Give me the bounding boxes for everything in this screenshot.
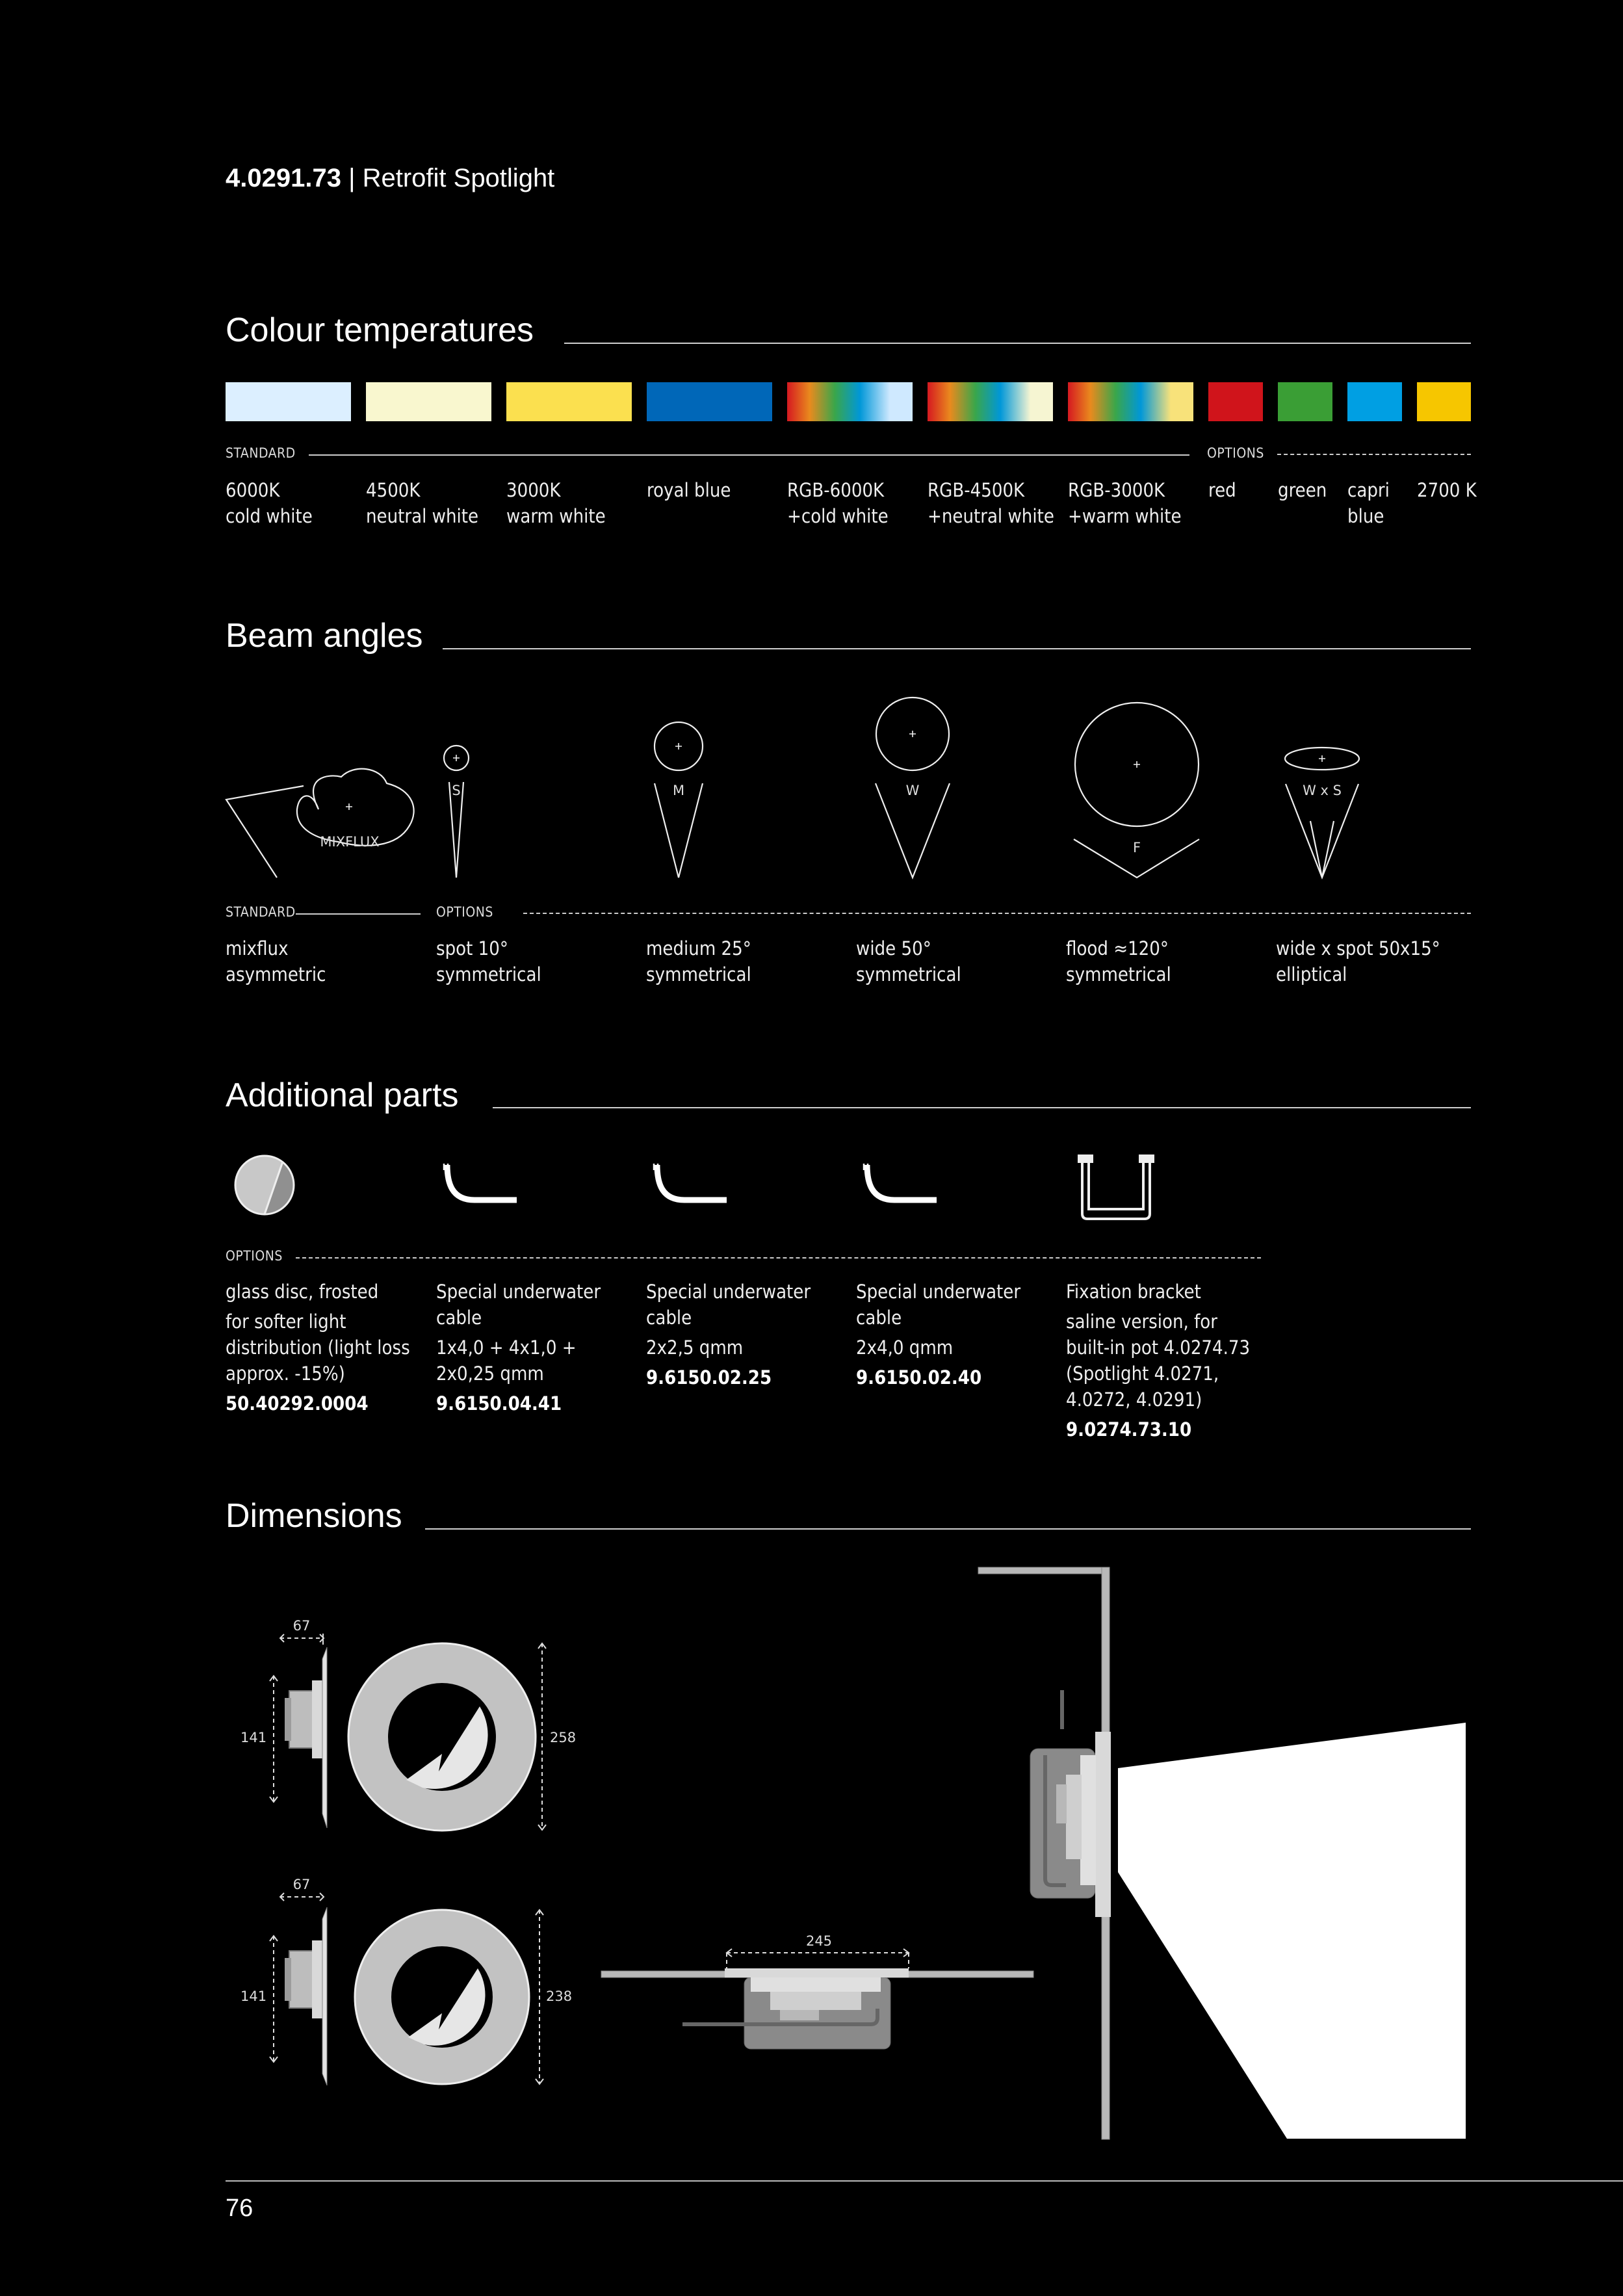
- page-number: 76: [226, 2195, 253, 2222]
- beam-label: [226, 935, 326, 987]
- colour-swatch: [1417, 382, 1471, 421]
- beam-standard-label: STANDARD: [226, 904, 296, 920]
- colour-label: [366, 477, 478, 529]
- colour-label-line2: cold white: [226, 505, 313, 527]
- beam-label-line1: spot 10°: [436, 937, 508, 959]
- part-code: 9.6150.02.25: [646, 1366, 772, 1389]
- pot-installation-drawing: [601, 1968, 1033, 2049]
- colour-swatch: [1278, 382, 1332, 421]
- part-description: for softer light distribution (light loss approx. -15%): [226, 1311, 410, 1385]
- mixflux-icon-label: MIXFLUX: [320, 834, 380, 850]
- beam-options-label: OPTIONS: [436, 904, 493, 920]
- part-description: 2x2,5 qmm: [646, 1337, 744, 1359]
- dimensions-heading-rule: [425, 1528, 1471, 1530]
- beam-label-line1: medium 25°: [646, 937, 751, 959]
- diameter-value-top: 258: [550, 1730, 577, 1745]
- colour-heading-rule: [564, 343, 1471, 344]
- colour-label-line1: RGB-6000K: [787, 479, 885, 501]
- colour-heading: Colour temperatures: [226, 311, 534, 349]
- colour-standard-label: STANDARD: [226, 445, 296, 461]
- colour-label-line1: red: [1208, 479, 1236, 501]
- parts-icons: [221, 1144, 1196, 1229]
- side-view-bottom: [285, 1907, 327, 2085]
- title-separator: |: [348, 164, 356, 192]
- part-code: 9.6150.04.41: [436, 1392, 562, 1415]
- flood-icon-label: F: [1132, 840, 1141, 855]
- parts-heading-rule: [493, 1107, 1471, 1108]
- depth-value-top: 67: [292, 1618, 311, 1634]
- colour-label-line1: capri: [1347, 479, 1390, 501]
- spot-beam-icon: [444, 746, 469, 878]
- colour-swatch: [506, 382, 632, 421]
- beam-label-line2: symmetrical: [856, 963, 961, 985]
- wxs-icon-label: W x S: [1303, 783, 1342, 798]
- colour-label-line2: neutral white: [366, 505, 479, 527]
- cable-icon-1: [447, 1165, 517, 1200]
- part-title: Special underwater cable: [856, 1281, 1021, 1329]
- colour-standard-line: [309, 454, 1189, 456]
- beam-label: [1276, 935, 1440, 987]
- height-value-top: 141: [240, 1730, 267, 1745]
- part-item: [646, 1279, 831, 1390]
- colour-label-line1: 4500K: [366, 479, 421, 501]
- wide-icon-label: W: [905, 783, 920, 798]
- part-description: saline version, for built-in pot 4.0274.73 (Spotlight 4.0271, 4.0272, 4.0291): [1066, 1311, 1251, 1411]
- product-name: Retrofit Spotlight: [362, 164, 555, 192]
- beam-label-line1: wide x spot 50x15°: [1276, 937, 1440, 959]
- front-view-bottom: [355, 1910, 529, 2084]
- colour-swatch: [226, 382, 351, 421]
- colour-swatch: [1208, 382, 1263, 421]
- part-title: Special underwater cable: [646, 1281, 811, 1329]
- dimension-drawings: [221, 1560, 1475, 2152]
- part-item: [1066, 1279, 1251, 1442]
- parts-options-line: [296, 1257, 1261, 1259]
- product-code: 4.0291.73: [226, 164, 341, 192]
- parts-options-label: OPTIONS: [226, 1248, 283, 1264]
- colour-swatch: [366, 382, 491, 421]
- part-item: [856, 1279, 1041, 1390]
- beam-label-line1: mixflux: [226, 937, 289, 959]
- parts-heading: Additional parts: [226, 1076, 459, 1114]
- mixflux-icon: [226, 769, 414, 878]
- colour-swatch: [1068, 382, 1193, 421]
- colour-swatch: [928, 382, 1053, 421]
- beam-label: [856, 935, 961, 987]
- colour-label-line1: green: [1278, 479, 1327, 501]
- colour-label: [1068, 477, 1182, 529]
- part-item: [436, 1279, 621, 1416]
- beam-heading: Beam angles: [226, 617, 423, 655]
- spot-icon-label: S: [452, 783, 461, 798]
- colour-label: [1417, 477, 1477, 503]
- colour-label: [787, 477, 889, 529]
- beam-label-line2: symmetrical: [436, 963, 541, 985]
- colour-swatch: [1347, 382, 1402, 421]
- beam-label-line2: symmetrical: [646, 963, 751, 985]
- beam-options-line: [523, 913, 1471, 914]
- page-title: [226, 164, 554, 193]
- colour-label-line2: +cold white: [787, 505, 889, 527]
- colour-swatch: [647, 382, 772, 421]
- part-title: Fixation bracket: [1066, 1281, 1201, 1303]
- medium-icon-label: M: [672, 783, 685, 798]
- part-title: Special underwater cable: [436, 1281, 601, 1329]
- part-description: 1x4,0 + 4x1,0 + 2x0,25 qmm: [436, 1337, 577, 1385]
- wide-x-spot-beam-icon: [1285, 748, 1359, 878]
- part-code: 9.6150.02.40: [856, 1366, 982, 1389]
- beam-heading-rule: [443, 648, 1471, 649]
- colour-label-line1: royal blue: [647, 479, 731, 501]
- beam-label: [646, 935, 751, 987]
- pot-width-value: 245: [805, 1933, 833, 1949]
- beam-standard-line: [296, 913, 421, 915]
- colour-options-label: OPTIONS: [1207, 445, 1264, 461]
- beam-label: [436, 935, 541, 987]
- dimensions-heading: Dimensions: [226, 1497, 402, 1535]
- colour-label-line2: +warm white: [1068, 505, 1182, 527]
- colour-label-line2: blue: [1347, 505, 1384, 527]
- beam-label: [1066, 935, 1171, 987]
- colour-label: [1278, 477, 1327, 503]
- front-view-top: [348, 1643, 536, 1831]
- fixation-bracket-icon: [1079, 1156, 1153, 1219]
- colour-label-line1: RGB-4500K: [928, 479, 1025, 501]
- part-code: 50.40292.0004: [226, 1392, 369, 1415]
- glass-disc-icon: [235, 1156, 294, 1214]
- part-title: glass disc, frosted: [226, 1281, 379, 1303]
- beam-label-line2: elliptical: [1276, 963, 1347, 985]
- depth-value-bottom: 67: [292, 1877, 311, 1892]
- beam-label-line1: flood ≈120°: [1066, 937, 1169, 959]
- beam-label-line2: symmetrical: [1066, 963, 1171, 985]
- cable-icon-2: [657, 1165, 727, 1200]
- beam-label-line2: asymmetric: [226, 963, 326, 985]
- part-item: [226, 1279, 411, 1416]
- colour-label-line1: 6000K: [226, 479, 280, 501]
- colour-swatch: [787, 382, 913, 421]
- side-view-top: [285, 1647, 327, 1828]
- beam-icons: [221, 686, 1475, 881]
- part-code: 9.0274.73.10: [1066, 1418, 1192, 1441]
- part-description: 2x4,0 qmm: [856, 1337, 954, 1359]
- colour-label-line1: 3000K: [506, 479, 561, 501]
- colour-label-line1: RGB-3000K: [1068, 479, 1165, 501]
- colour-label-line2: +neutral white: [928, 505, 1054, 527]
- colour-label: [1208, 477, 1236, 503]
- colour-label: [1347, 477, 1390, 529]
- wall-installation-drawing: [978, 1567, 1466, 2139]
- height-value-bottom: 141: [240, 1989, 267, 2004]
- colour-label-line1: 2700 K: [1417, 479, 1477, 501]
- beam-label-line1: wide 50°: [856, 937, 931, 959]
- colour-label: [226, 477, 313, 529]
- colour-options-line: [1277, 454, 1471, 455]
- colour-label: [506, 477, 606, 529]
- colour-label-line2: warm white: [506, 505, 606, 527]
- colour-label: [647, 477, 731, 503]
- footer-rule: [226, 2180, 1623, 2182]
- diameter-value-bottom: 238: [546, 1989, 573, 2004]
- colour-label: [928, 477, 1054, 529]
- cable-icon-3: [867, 1165, 937, 1200]
